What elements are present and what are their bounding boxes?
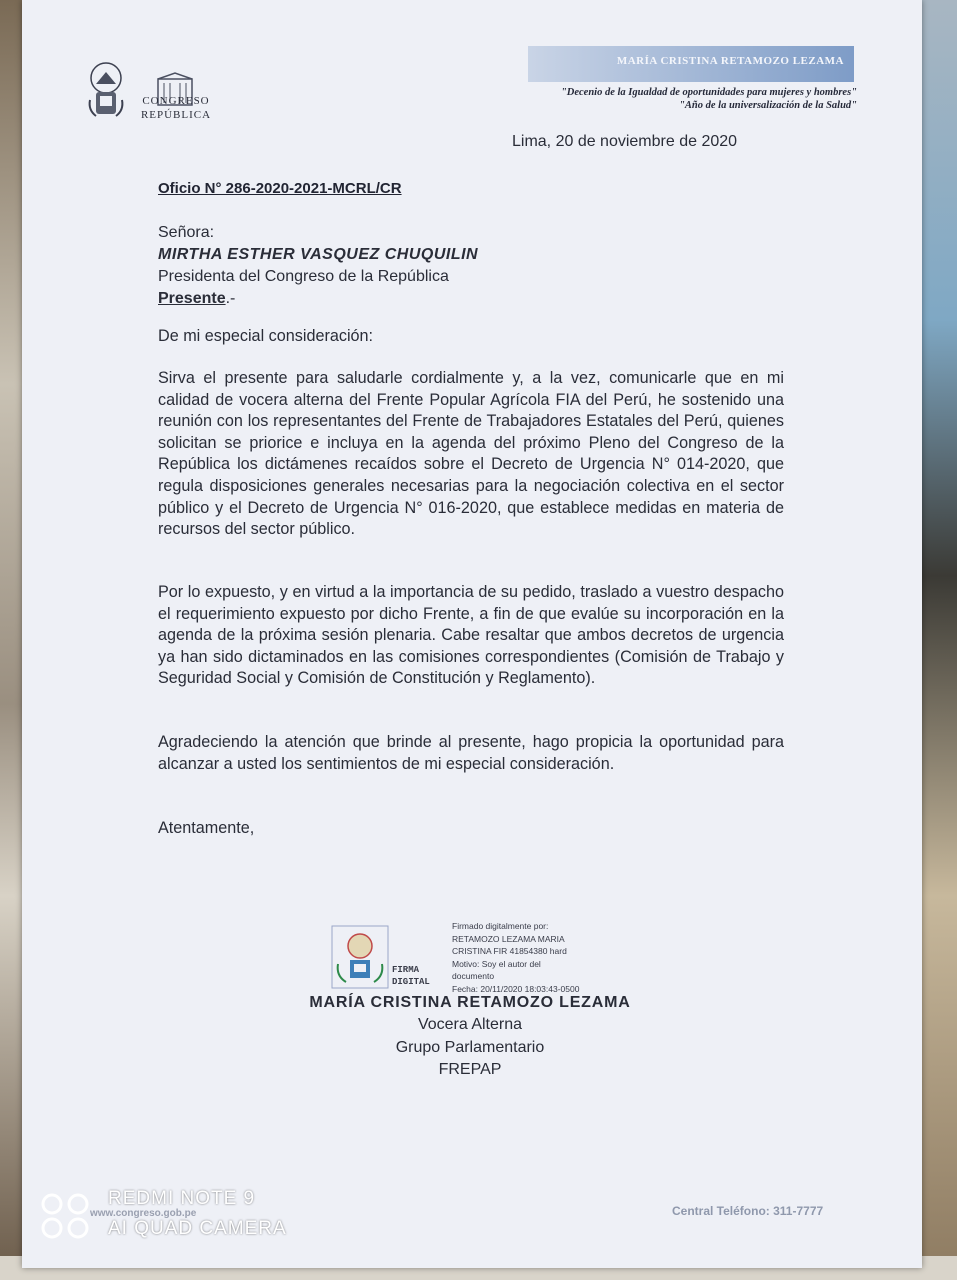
digital-line2: RETAMOZO LEZAMA MARIA [452,933,565,944]
motto-line1: "Decenio de la Igualdad de oportunidades para mujeres y hombres" [560,87,857,98]
motto [561,86,857,112]
digital-line4: Motivo: Soy el autor del [452,958,541,969]
banner-name: MARÍA CRISTINA RETAMOZO LEZAMA [616,55,844,67]
peru-coat-of-arms-logo [84,60,128,122]
background-right [917,0,957,1280]
signer-group: Grupo Parlamentario [395,1039,545,1056]
footer-phone: Central Teléfono: 311-7777 [672,1204,824,1218]
digital-signature-info [452,920,602,995]
header-banner [528,46,854,82]
signer-name: MARÍA CRISTINA RETAMOZO LEZAMA [309,994,631,1011]
camera-tagline: AI QUAD CAMERA [108,1218,287,1239]
digital-line1: Firmado digitalmente por: [452,921,549,931]
signer-party: FREPAP [438,1061,502,1078]
addressee-name: MIRTHA ESTHER VASQUEZ CHUQUILIN [158,246,479,263]
addressee-title: Presidenta del Congreso de la República [158,268,449,285]
presente-line [158,288,478,310]
paragraph-3: Agradeciendo la atención que brinde al presente, hago propicia la oportunidad para alcanzar a usted los sentimientos de mi especial consideración. [158,733,784,773]
closing: Atentamente, [158,819,255,837]
paragraph-1: Sirva el presente para saludarle cordialmente y, a la vez, comunicarle que en mi calidad de vocera alterna del Frente Popular Agrícola FIA del Perú, he sostenido una reunión con los representantes del Frente de Trabajadores Estatales del Perú, quienes solicitan se priorice e incluya en la agenda del próximo Pleno del Congreso de la República los dictámenes recaídos sobre el Decreto de Urgencia N° 014-2020, que regula disposiciones generales necesarias para la negociación colectiva en el sector público y el Decreto de Urgencia N° 016-2020, que establece medidas en materia de recursos del sector público. [158,369,784,539]
signer-role: Vocera Alterna [417,1016,523,1033]
congress-seal-icon [330,924,390,990]
camera-watermark [40,1188,320,1244]
institution-name [140,94,212,122]
digital-line6: Fecha: 20/11/2020 18:03:43-0500 [452,983,580,994]
institution-line2: REPÚBLICA [140,109,212,121]
camera-model: REDMI NOTE 9 [108,1188,256,1209]
salutation: Señora: [158,224,215,241]
motto-line2: "Año de la universalización de la Salud" [679,100,857,111]
presente-suffix: .- [225,290,236,307]
greeting: De mi especial consideración: [158,327,374,345]
seal-label: FIRMA DIGITAL [392,965,430,987]
paragraph-2: Por lo expuesto, y en virtud a la importancia de su pedido, traslado a vuestro despacho el requerimiento expuesto por dicho Frente, a fin de que evalúe su incorporación en la agenda de la próxima sesión plenaria. Cabe resaltar que ambos decretos de urgencia ya han sido dictaminados en las comisiones correspondientes (Comisión de Trabajo y Seguridad Social y Comisión de Constitución y Reglamento). [158,583,784,688]
institution-line1: CONGRESO [142,95,210,107]
footer-website: www.congreso.gob.pe [90,1208,197,1219]
presente: Presente [158,290,226,307]
letter-date: Lima, 20 de noviembre de 2020 [512,133,738,150]
digital-line5: documento [452,971,495,981]
digital-line3: CRISTINA FIR 41854380 hard [452,946,567,956]
letter-reference: Oficio N° 286-2020-2021-MCRL/CR [158,180,402,197]
camera-lens-icon [40,1192,92,1240]
addressee-block [158,222,478,310]
